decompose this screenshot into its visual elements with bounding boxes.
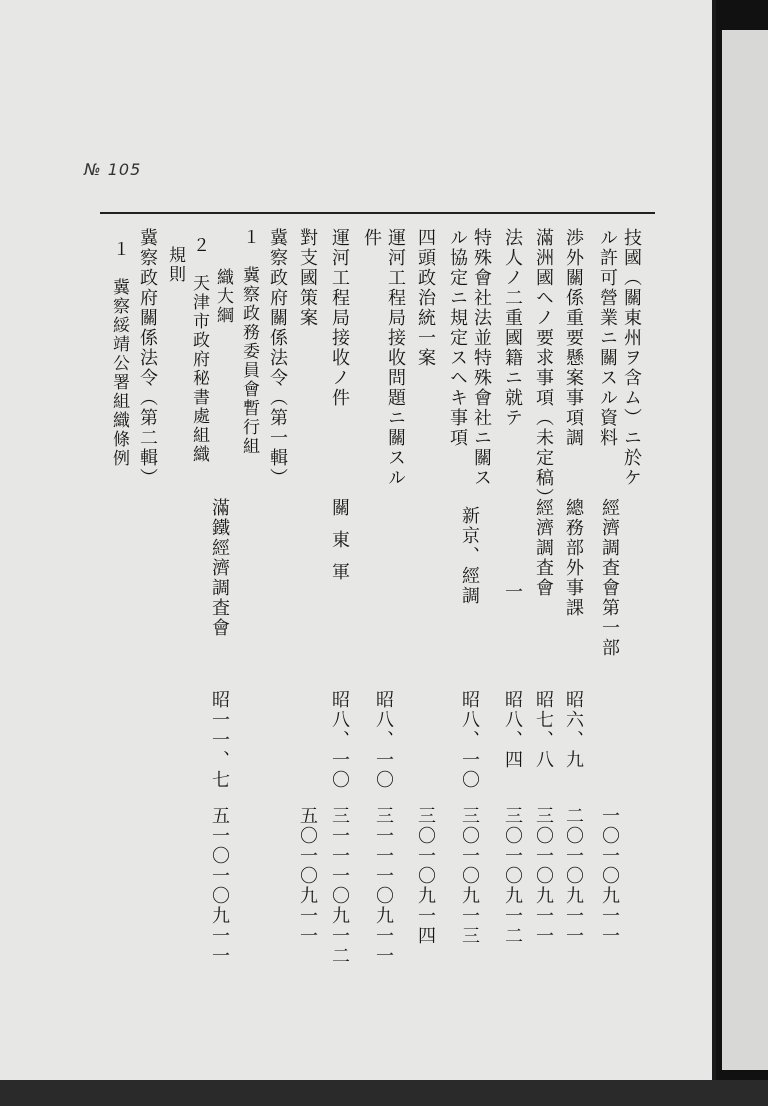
row-file-no: 三〇一〇九一三: [459, 806, 480, 946]
row-subject-line: １ 冀察綏靖公署組織條例: [109, 240, 129, 468]
scan-bottom-band: [0, 1080, 768, 1106]
row-file-no: 三一一一〇九一一: [373, 806, 394, 966]
row-subject-line: 四頭政治統一案: [415, 228, 436, 368]
row-date: 昭六、九: [563, 690, 584, 770]
row-date: 昭八、一〇: [373, 690, 394, 790]
row-file-no: 五〇一〇九一一: [297, 806, 318, 946]
row-date: 昭一一、七: [209, 690, 230, 790]
row-subject-line: ル許可營業ニ關スル資料: [597, 228, 618, 448]
row-subject-line: 對支國策案: [297, 228, 318, 328]
row-file-no: 一〇一〇九一一: [599, 806, 620, 946]
row-subject-line: 特殊會社法並特殊會社ニ關ス: [471, 228, 492, 488]
row-office: 經濟調査會: [533, 498, 554, 598]
row-date: 昭八、四: [502, 690, 523, 770]
row-date: 昭七、八: [533, 690, 554, 770]
row-file-no: 三〇一〇九一二: [502, 806, 523, 946]
row-office: 新京、經調: [459, 506, 480, 606]
row-file-no: 三〇一〇九一四: [415, 806, 436, 946]
row-file-no: 二〇一〇九一一: [563, 806, 584, 946]
row-subject-line: １ 冀察政務委員會暫行組: [239, 228, 259, 456]
next-page-edge: [722, 30, 768, 1070]
row-subject-line: 冀察政府關係法令（第一輯）: [267, 228, 288, 488]
row-subject-line: 運河工程局接收問題ニ關スル: [385, 228, 406, 488]
row-date: 昭八、一〇: [329, 690, 350, 790]
row-subject-line: ２ 天津市政府秘書處組織: [189, 236, 209, 464]
row-subject-line: 法人ノ二重國籍ニ就テ: [502, 228, 523, 428]
row-office: 總務部外事課: [563, 498, 584, 618]
row-subject-line: 滿洲國ヘノ要求事項（未定稿）: [533, 228, 554, 508]
row-file-no: 五一〇一〇九一一: [209, 806, 230, 966]
row-subject-line: 件: [361, 228, 382, 248]
row-subject-line: ル協定ニ規定スヘキ事項: [447, 228, 468, 448]
row-subject-line: 冀察政府關係法令（第二輯）: [137, 228, 158, 488]
table-top-rule: [100, 212, 655, 214]
page-number: № 105: [84, 160, 142, 179]
row-subject-line: 織大綱: [213, 268, 233, 325]
row-office: 經濟調査會第一部: [599, 498, 620, 658]
row-date: 昭八、一〇: [459, 690, 480, 790]
row-subject-line: 技國（關東州ヲ含ム）ニ於ケ: [621, 228, 642, 488]
row-subject-line: 運河工程局接收ノ件: [329, 228, 350, 408]
row-file-no: 三〇一〇九一一: [533, 806, 554, 946]
row-office: 一: [502, 582, 523, 602]
row-subject-line: 規則: [165, 246, 185, 284]
row-subject-line: 渉外關係重要懸案事項調: [563, 228, 584, 448]
row-office: 滿鐵經濟調査會: [209, 498, 230, 638]
row-file-no: 三一一一〇九一二: [329, 806, 350, 966]
row-office: 關東軍: [329, 498, 350, 594]
